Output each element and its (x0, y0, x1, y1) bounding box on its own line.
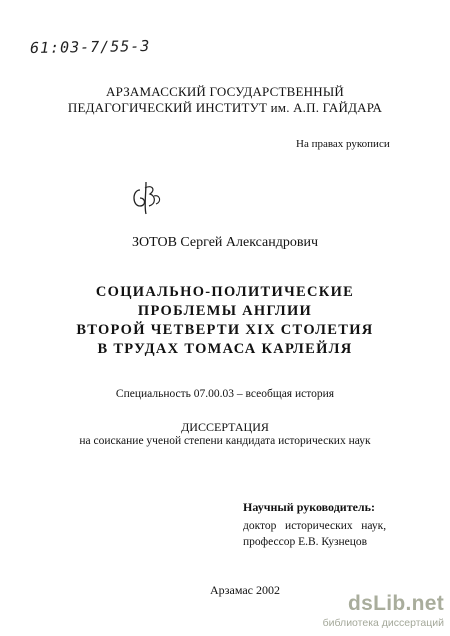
institution-name (0, 84, 450, 116)
city-year: Арзамас 2002 (209, 583, 281, 597)
supervisor-degree: доктор исторических наук, (243, 520, 387, 532)
title-line-2: ПРОБЛЕМЫ АНГЛИИ (137, 303, 313, 319)
institution-line-2: ПЕДАГОГИЧЕСКИЙ ИНСТИТУТ им. А.П. ГАЙДАРА (67, 100, 383, 115)
manuscript-rights-note: На правах рукописи (296, 138, 390, 150)
specialty: Специальность 07.00.03 – всеобщая история (115, 388, 335, 400)
supervisor-name: профессор Е.В. Кузнецов (243, 536, 368, 548)
watermark-logo: dsLib.net (347, 592, 444, 615)
handwritten-signature (130, 176, 166, 216)
handwritten-shelfmark: 61:03-7/55-3 (29, 36, 151, 58)
supervisor-heading: Научный руководитель: (243, 500, 375, 514)
watermark (318, 592, 448, 634)
institution-line-1: АРЗАМАССКИЙ ГОСУДАРСТВЕННЫЙ (106, 84, 344, 99)
dissertation-subtitle: на соискание ученой степени кандидата исторических наук (79, 435, 371, 447)
title-line-1: СОЦИАЛЬНО-ПОЛИТИЧЕСКИЕ (95, 284, 355, 300)
title-line-3: ВТОРОЙ ЧЕТВЕРТИ XIX СТОЛЕТИЯ (76, 322, 374, 338)
dissertation-title (0, 283, 450, 359)
dissertation-label: ДИССЕРТАЦИЯ (181, 420, 269, 434)
title-line-4: В ТРУДАХ ТОМАСА КАРЛЕЙЛЯ (97, 341, 353, 357)
author-name: ЗОТОВ Сергей Александрович (131, 235, 319, 250)
watermark-text: библиотека диссертаций (322, 617, 444, 629)
